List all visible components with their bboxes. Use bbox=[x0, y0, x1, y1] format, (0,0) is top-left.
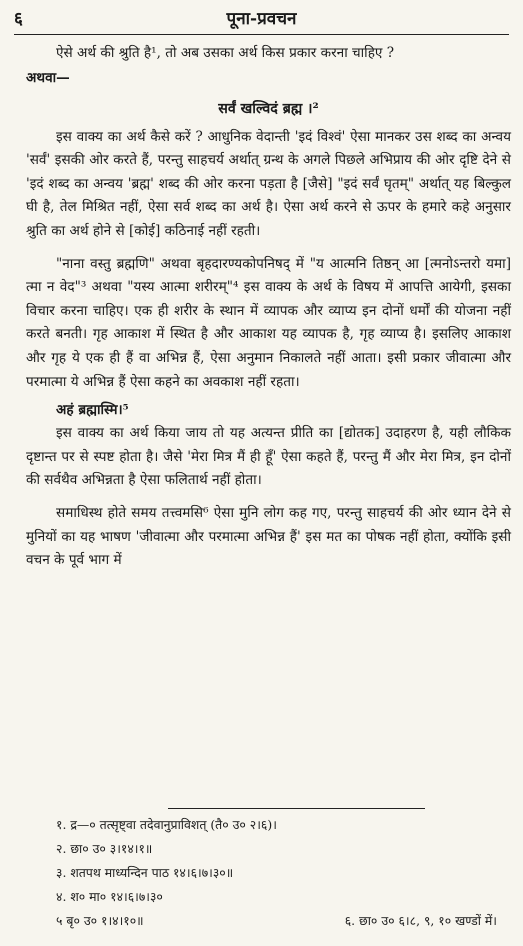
paragraph-3: "नाना वस्तु ब्रह्मणि" अथवा बृहदारण्यकोपनिषद् में "य आत्मनि तिष्ठन् आ [त्मनोऽन्तरो यमा] त्मा न वेद"³ अथवा "यस्य आत्मा शरीरम्"⁴ इस वाक्य के अर्थ के विषय में आपत्ति आयेगी, इसका विचार करना चाहिए। एक ही शरीर के स्थान में व्यापक और व्याप्य इन दोनों धर्मों की योजना नहीं करते बनती। गृह आकाश में स्थित है और आकाश यह व्यापक है, गृह व्याप्य है। इसलिए आकाश और गृह ये एक ही हैं वा अभिन्न हैं, ऐसा अनुमान निकालते नहीं आता। इसी प्रकार जीवात्मा और परमात्मा ये अभिन्न हैं ऐसा कहने का अवकाश नहीं रहता। bbox=[26, 255, 512, 390]
quote-heading-aham: अहं ब्रह्मास्मि।⁵ bbox=[56, 402, 129, 419]
running-title: पूना-प्रवचन bbox=[226, 9, 297, 29]
page-body bbox=[26, 42, 511, 573]
footnote-1: १. द्र—० तत्सृष्ट्वा तदेवानुप्राविशत् (तै० उ० २।६)। bbox=[56, 817, 277, 832]
spacer bbox=[26, 493, 511, 502]
paragraph-1: ऐसे अर्थ की श्रुति है¹, तो अब उसका अर्थ किस प्रकार करना चाहिए ? bbox=[56, 45, 395, 61]
footnote-4: ४. श० मा० १४।६।७।३० bbox=[56, 889, 163, 904]
footnote-6: ६. छा० उ० ६।८, ९, १० खण्डों में। bbox=[344, 913, 497, 928]
footnote-2: २. छा० उ० ३।१४।१॥ bbox=[56, 841, 153, 856]
header-rule bbox=[14, 34, 509, 35]
footnote-3: ३. शतपथ माध्यन्दिन पाठ १४।६।७।३०॥ bbox=[56, 865, 234, 880]
paragraph-5: समाधिस्थ होते समय तत्त्वमसि⁶ ऐसा मुनि लोग कह गए, परन्तु साहचर्य की ओर ध्यान देने से मुनियों का यह भाषण 'जीवात्मा और परमात्मा अभिन्न हैं' इस मत का पोषक नहीं होता, क्योंकि इसी वचन के पूर्व भाग में bbox=[26, 504, 511, 569]
spacer bbox=[26, 244, 511, 253]
athava-label: अथवा— bbox=[26, 69, 70, 86]
quote-heading-sarvam: सर्वं खल्विदं ब्रह्म ।² bbox=[218, 100, 319, 117]
paragraph-4: इस वाक्य का अर्थ किया जाय तो यह अत्यन्त प्रीति का [द्योतक] उदाहरण है, यही लौकिक दृष्टान्त पर से स्पष्ट होता है। जैसे 'मेरा मित्र मैं ही हूँ' ऐसा कहते हैं, परन्तु मैं और मेरा मित्र, इन दोनों की सर्वथैव अभिन्नता है ऐसा फलितार्थ नहीं होता। bbox=[26, 425, 511, 489]
footnote-5: ५ बृ० उ० १।४।१०॥ bbox=[56, 913, 144, 928]
page-number: ६ bbox=[14, 9, 23, 29]
footnote-rule bbox=[168, 808, 425, 809]
footnote-row-5-6 bbox=[56, 909, 511, 933]
footnotes bbox=[56, 813, 511, 933]
paragraph-2: इस वाक्य का अर्थ कैसे करें ? आधुनिक वेदान्ती 'इदं विश्वं' ऐसा मानकर उस शब्द का अन्वय 'सर्वं' इसकी ओर करते हैं, परन्तु साहचर्य अर्थात् ग्रन्थ के अगले पिछले अभिप्राय की ओर दृष्टि देने से 'इदं शब्द का अन्वय 'ब्रह्म' शब्द की ओर करना पड़ता है [जैसे] "इदं सर्वं घृतम्" अर्थात् यह बिल्कुल घी है, तेल मिश्रित नहीं, ऐसा सर्व शब्द का अर्थ है। ऐसा अर्थ करने से ऊपर के हमारे कहे अनुसार श्रुति का अर्थ होने से [कोई] कठिनाई नहीं रहती। bbox=[26, 128, 511, 239]
page-header bbox=[14, 6, 509, 32]
